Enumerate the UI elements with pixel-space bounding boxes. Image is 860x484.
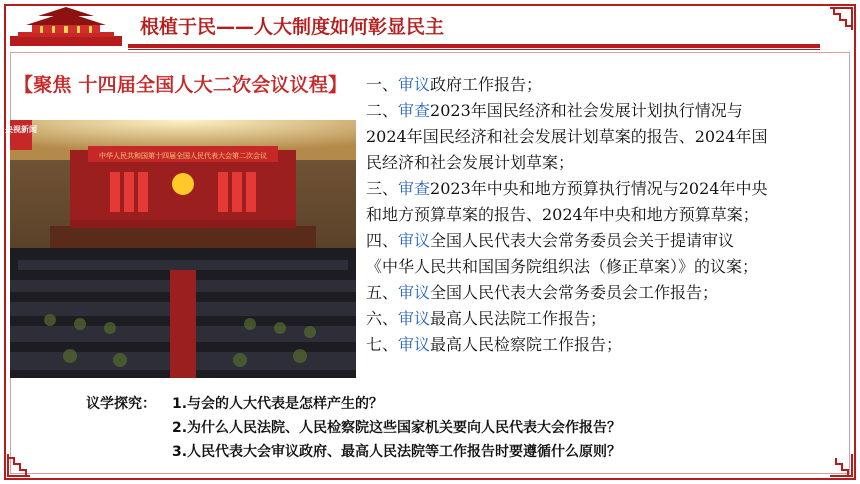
agenda-verb: 审查 [398,101,431,120]
agenda-verb: 审议 [398,75,431,94]
agenda-item-continued: 和地方预算草案的报告、2024年中央和地方预算草案； [366,205,759,224]
inquiry-questions [86,392,806,464]
question-text: 2.为什么人民法院、人民检察院这些国家机关要向人民代表大会作报告？ [172,420,622,436]
agenda-verb: 审议 [398,335,431,354]
congress-hall-photo [5,120,356,378]
agenda-item: 一、审议政府工作报告； [366,75,543,94]
focus-heading: 【聚焦 十四届全国人大二次会议议程】 [14,74,348,96]
tiananmen-logo-icon [10,6,122,46]
agenda-item: 三、审查2023年中央和地方预算执行情况与2024年中央 [366,179,768,198]
page-title: 根植于民——人大制度如何彰显民主 [140,16,445,38]
question-text: 3.人民代表大会审议政府、最高人民法院等工作报告时要遵循什么原则？ [172,444,622,460]
header [0,0,860,50]
question-row [86,416,806,440]
question-row [86,440,806,464]
question-text: 1.与会的人大代表是怎样产生的？ [172,396,384,412]
agenda-item-continued: 2024年国民经济和社会发展计划草案的报告、2024年国 [366,127,768,146]
header-divider-thin [128,49,820,50]
agenda-item: 二、审查2023年国民经济和社会发展计划执行情况与 [366,101,743,120]
watermark-text: 央视新闻 [5,125,37,134]
corner-ornament-icon [828,452,854,478]
agenda-item: 七、审议最高人民检察院工作报告； [366,335,623,354]
header-divider [128,44,820,48]
agenda-item-continued: 民经济和社会发展计划草案； [366,153,575,172]
agenda-item: 六、审议最高人民法院工作报告； [366,309,607,328]
banner-text: 中华人民共和国第十四届全国人民代表大会第二次会议 [99,152,267,160]
agenda-item: 五、审议全国人民代表大会常务委员会工作报告； [366,283,719,302]
agenda-item: 四、审议全国人民代表大会常务委员会关于提请审议 [366,231,735,250]
agenda-verb: 审议 [398,309,431,328]
question-row [86,392,806,416]
inquiry-label: 议学探究： [86,396,156,412]
agenda-verb: 审议 [398,231,431,250]
agenda-verb: 审议 [398,283,431,302]
corner-ornament-icon [6,452,32,478]
agenda-verb: 审查 [398,179,431,198]
agenda-item-continued: 《中华人民共和国国务院组织法（修正草案）》的议案； [366,257,759,276]
agenda-list [366,72,852,358]
